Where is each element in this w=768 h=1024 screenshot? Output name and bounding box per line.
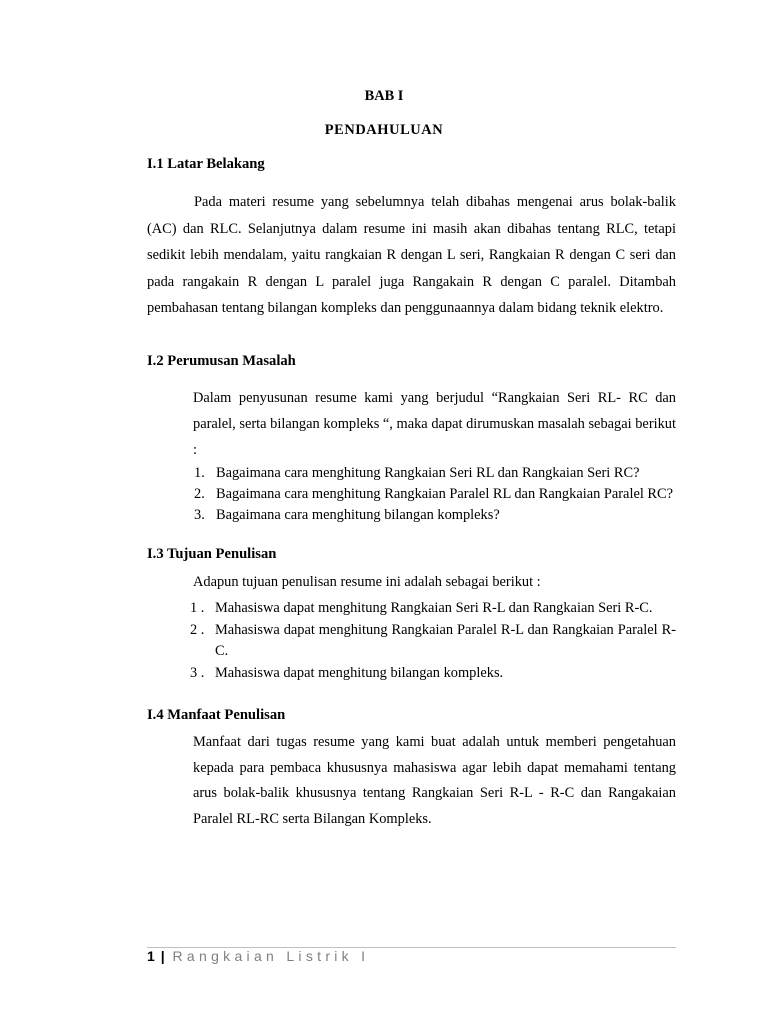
- manfaat-penulisan-paragraph: Manfaat dari tugas resume yang kami buat adalah untuk memberi pengetahuan kepada para pembaca khususnya mahasiswa agar lebih dapat memahami tentang arus bolak-balik khususnya tentang Rangkaian Seri R-L - R-C dan Rangakaian Paralel RL-RC serta Bilangan Kompleks.: [193, 734, 676, 827]
- section-heading-perumusan-masalah: I.2 Perumusan Masalah: [147, 353, 296, 369]
- list-item: [190, 663, 676, 685]
- list-item-text: Mahasiswa dapat menghitung Rangkaian Paralel R-L dan Rangkaian Paralel R-C.: [215, 621, 676, 659]
- footer-title: Rangkaian Listrik I: [172, 948, 370, 964]
- footer-separator: |: [160, 948, 165, 964]
- tujuan-penulisan-list: [190, 598, 676, 684]
- list-item-text: Bagaimana cara menghitung bilangan kompleks?: [216, 507, 500, 523]
- list-item: [190, 598, 676, 620]
- list-item: [194, 463, 676, 484]
- list-item-text: Mahasiswa dapat menghitung Rangkaian Seri R-L dan Rangkaian Seri R-C.: [215, 600, 653, 616]
- list-item-number: 2 .: [190, 621, 205, 638]
- list-item: [194, 505, 676, 526]
- perumusan-masalah-list: [194, 463, 676, 526]
- list-item-number: 3 .: [190, 664, 205, 681]
- latar-belakang-paragraph: Pada materi resume yang sebelumnya telah dibahas mengenai arus bolak-balik (AC) dan RLC. Selanjutnya dalam resume ini masih akan dibahas tentang RLC, tetapi sedikit lebih mendalam, yaitu rangkaian R dengan L seri, Rangkaian R dengan C seri dan pada rangakain R dengan L paralel juga Rangakain R dengan C paralel. Ditambah pembahasan tentang bilangan kompleks dan penggunaannya dalam bidang teknik elektro.: [147, 194, 676, 316]
- list-item-number: 1.: [194, 465, 205, 481]
- list-item-number: 3.: [194, 507, 205, 523]
- list-item-text: Bagaimana cara menghitung Rangkaian Paralel RL dan Rangkaian Paralel RC?: [216, 486, 674, 502]
- list-item-text: Mahasiswa dapat menghitung bilangan kompleks.: [215, 664, 504, 681]
- list-item: [190, 620, 676, 663]
- list-item-text: Bagaimana cara menghitung Rangkaian Seri RL dan Rangkaian Seri RC?: [216, 465, 640, 481]
- section-heading-tujuan-penulisan: I.3 Tujuan Penulisan: [147, 546, 277, 562]
- section-heading-manfaat-penulisan: I.4 Manfaat Penulisan: [147, 707, 286, 723]
- list-item-number: 2.: [194, 486, 205, 502]
- chapter-label: BAB I: [364, 88, 404, 104]
- section-heading-latar-belakang: I.1 Latar Belakang: [147, 156, 265, 172]
- list-item-number: 1 .: [190, 600, 205, 616]
- tujuan-penulisan-intro: Adapun tujuan penulisan resume ini adalah sebagai berikut :: [193, 574, 541, 590]
- chapter-title: PENDAHULUAN: [324, 122, 444, 138]
- list-item: [194, 484, 676, 505]
- page-number: 1: [147, 948, 155, 964]
- perumusan-masalah-intro: Dalam penyusunan resume kami yang berjudul “Rangkaian Seri RL- RC dan paralel, serta bilangan kompleks “, maka dapat dirumuskan masalah sebagai berikut :: [193, 390, 676, 458]
- page-footer: [147, 948, 369, 964]
